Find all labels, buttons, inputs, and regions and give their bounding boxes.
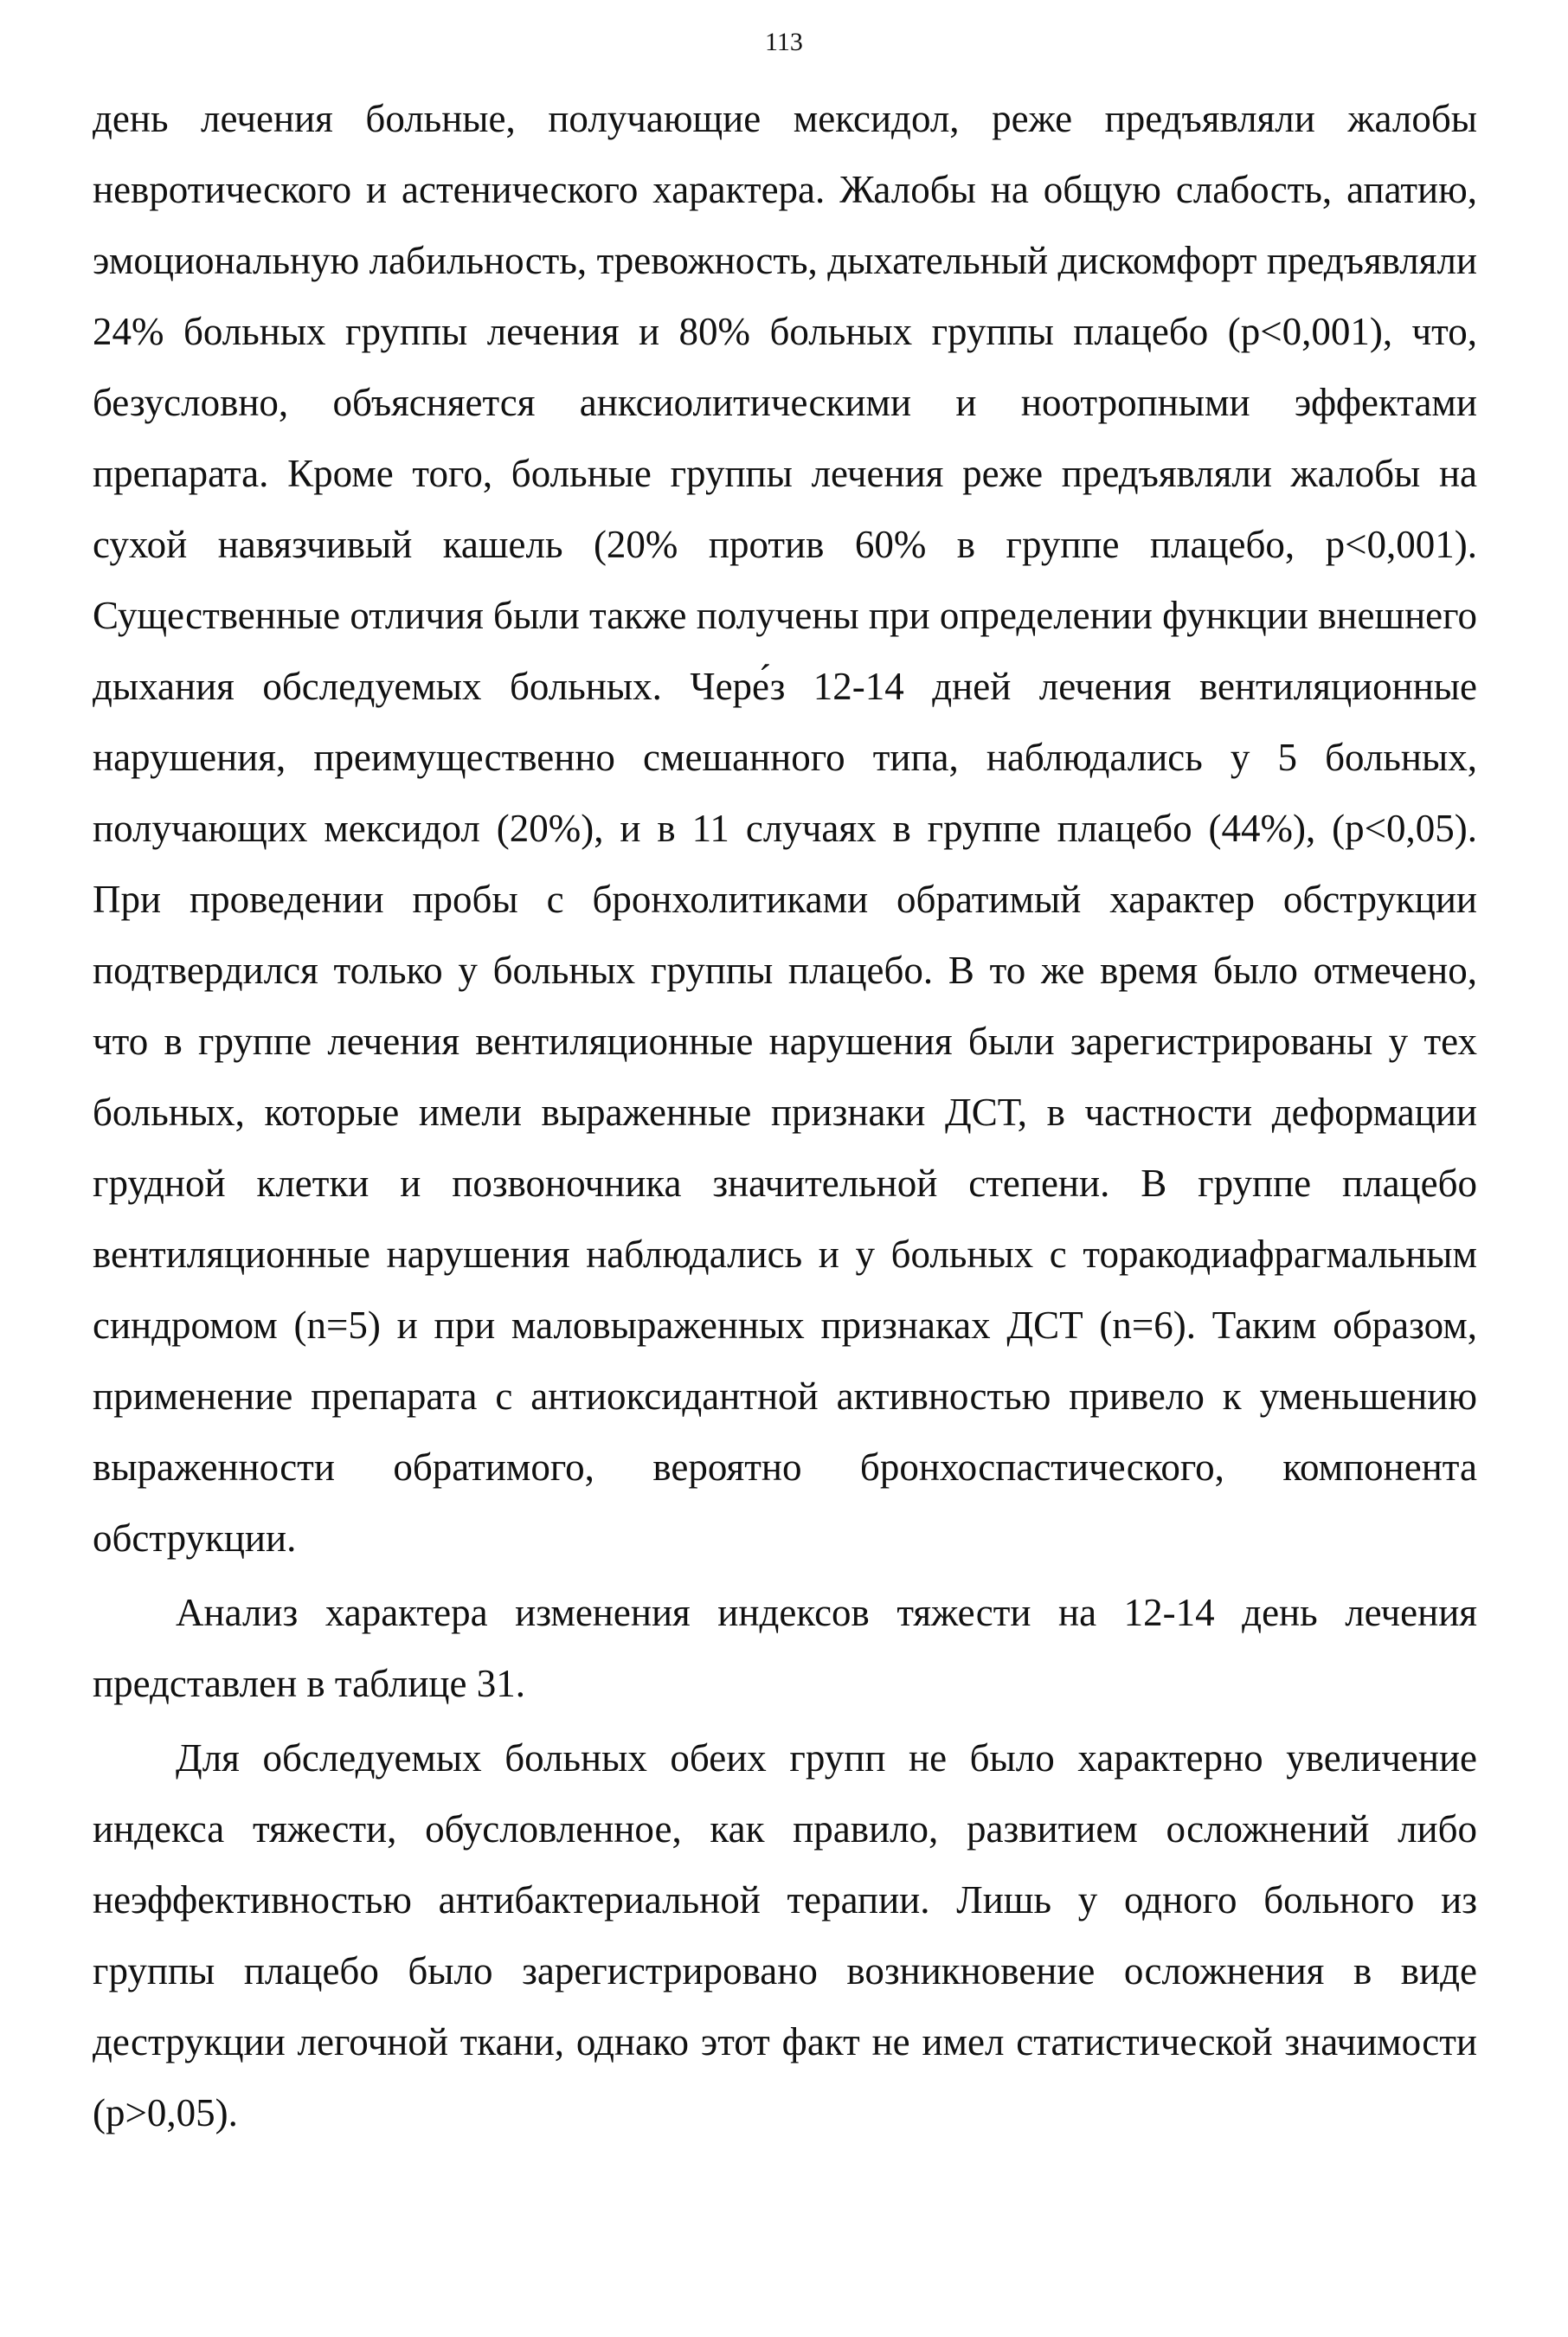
paragraph-3: Для обследуемых больных обеих групп не было характерно увеличение индекса тяжести, обусловленное, как правило, развитием осложнений либо неэффективностью антибактериальной терапии. Лишь у одного больного из группы плацебо было зарегистрировано возникновение осложнения в виде деструкции легочной ткани, однако этот факт не имел статистической значимости (р>0,05). [93, 1736, 1477, 2134]
paragraph-2: Анализ характера изменения индексов тяжести на 12-14 день лечения представлен в таблице 31. [93, 1591, 1477, 1705]
body-text [93, 83, 1477, 2148]
page-number: 113 [765, 28, 803, 56]
paragraph-1: день лечения больные, получающие мексидол, реже предъявляли жалобы невротического и астенического характера. Жалобы на общую слабость, апатию, эмоциональную лабильность, тревожность, дыхательный дискомфорт предъявляли 24% больных группы лечения и 80% больных группы плацебо (р<0,001), что, безусловно, объясняется анксиолитическими и ноотропными эффектами препарата. Кроме того, больные группы лечения реже предъявляли жалобы на сухой навязчивый кашель (20% против 60% в группе плацебо, р<0,001). Существенные отличия были также получены при определении функции внешнего дыхания обследуемых больных. Чере́з 12-14 дней лечения вентиляционные нарушения, преимущественно смешанного типа, наблюдались у 5 больных, получающих мексидол (20%), и в 11 случаях в группе плацебо (44%), (р<0,05). При проведении пробы с бронхолитиками обратимый характер обструкции подтвердился только у больных группы плацебо. В то же время было отмечено, что в группе лечения вентиляционные нарушения были зарегистрированы у тех больных, которые имели выраженные признаки ДСТ, в частности деформации грудной клетки и позвоночника значительной степени. В группе плацебо вентиляционные нарушения наблюдались и у больных с торакодиафрагмальным синдромом (n=5) и при маловыраженных признаках ДСТ (n=6). Таким образом, применение препарата с антиоксидантной активностью привело к уменьшению выраженности обратимого, вероятно бронхоспастического, компонента обструкции. [93, 97, 1477, 1560]
